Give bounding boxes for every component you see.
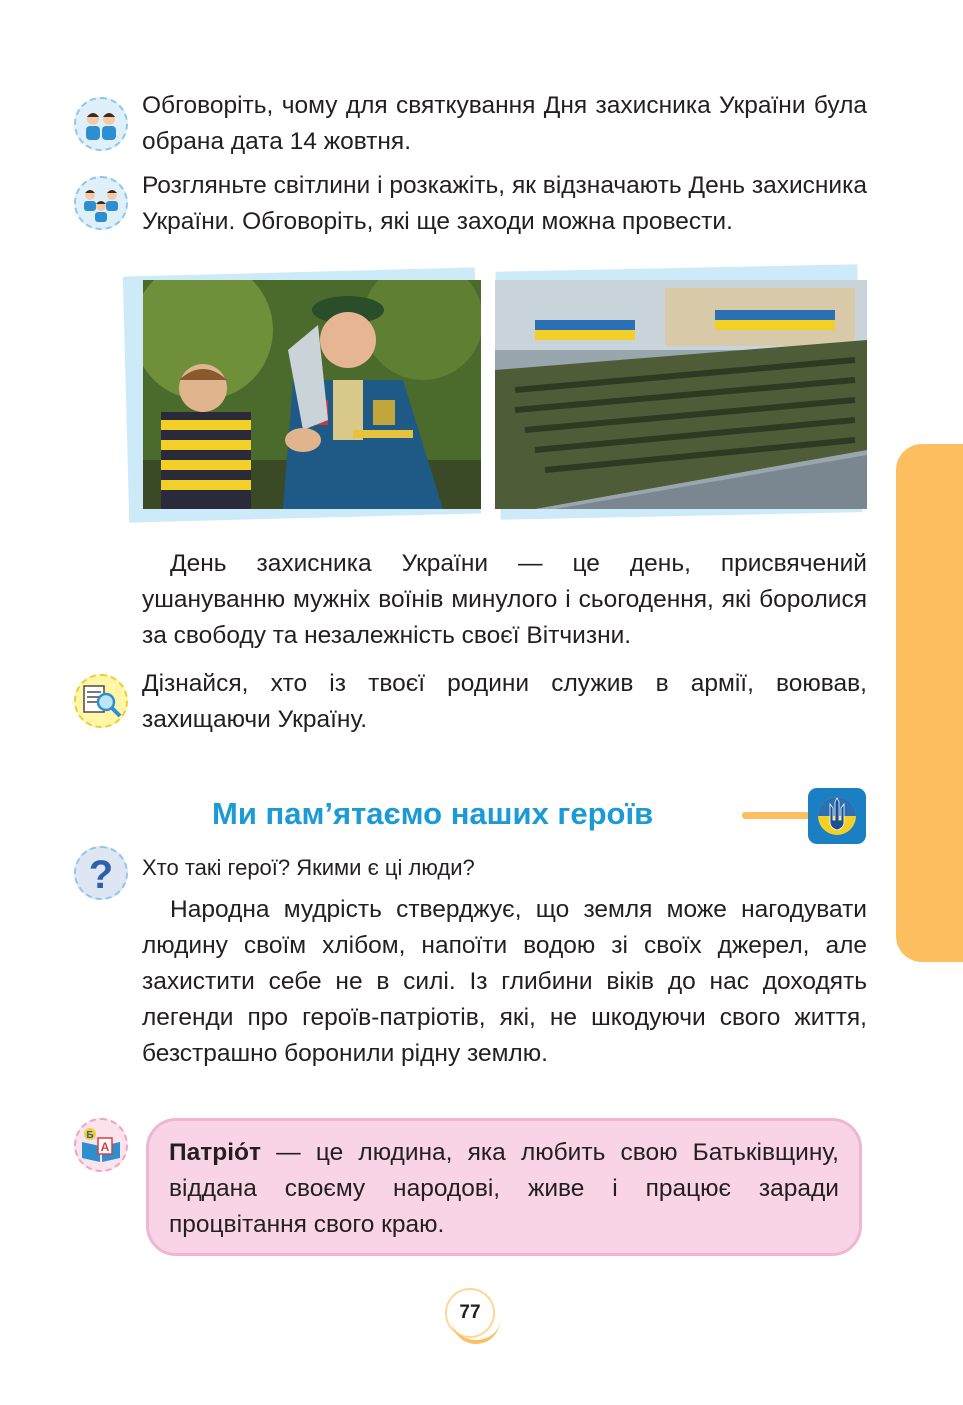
svg-text:А: А bbox=[100, 1140, 110, 1154]
definition-body: — це людина, яка любить свою Батьківщину, віддана своєму народові, живе і працює заради процвітання свого краю. bbox=[169, 1139, 839, 1238]
section-title: Ми пам’ятаємо наших героїв bbox=[212, 796, 654, 831]
definition-term: Патріо́т bbox=[169, 1139, 261, 1166]
definition-box bbox=[146, 1118, 862, 1256]
military-parade-photo bbox=[495, 280, 867, 509]
heading-line bbox=[742, 812, 810, 819]
trident-emblem-icon bbox=[808, 788, 866, 844]
question-mark-icon bbox=[74, 846, 128, 900]
discuss-text-1: Обговоріть, чому для святкування Дня захисника України була обрана дата 14 жовтня. bbox=[142, 92, 867, 155]
group-students-icon bbox=[74, 176, 128, 230]
paragraph-defender-day: День захисника України — це день, присвячений ушануванню мужніх воїнів минулого і сьогодення, які боролися за свободу та незалежність своєї Вітчизни. bbox=[142, 550, 867, 649]
question-text: Хто такі герої? Якими є ці люди? bbox=[142, 855, 475, 880]
definition-text bbox=[169, 1135, 839, 1243]
svg-text:?: ? bbox=[88, 853, 114, 897]
page-number: 77 bbox=[445, 1288, 495, 1338]
research-text: Дізнайся, хто із твоєї родини служив в армії, воював, захищаючи Україну. bbox=[142, 670, 867, 733]
veteran-with-boy-photo bbox=[143, 280, 481, 509]
svg-text:Б: Б bbox=[86, 1130, 94, 1141]
magnifier-document-icon bbox=[74, 674, 128, 728]
discuss-text-2: Розгляньте світлини і розкажіть, як відзначають День захисника України. Обговоріть, які ще заходи можна провести. bbox=[142, 172, 867, 235]
paragraph-heroes: Народна мудрість стверджує, що земля може нагодувати людину своїм хлібом, напоїти водою зі своїх джерел, але захистити себе не в силі. Із глибини віків до нас доходять легенди про героїв-патріотів, які, не шкодуючи свого життя, безстрашно боронили рідну землю. bbox=[142, 896, 867, 1067]
page-number-swoosh bbox=[452, 1318, 500, 1344]
two-students-icon bbox=[74, 97, 128, 151]
dictionary-book-icon bbox=[74, 1118, 128, 1172]
side-tab bbox=[896, 444, 963, 962]
